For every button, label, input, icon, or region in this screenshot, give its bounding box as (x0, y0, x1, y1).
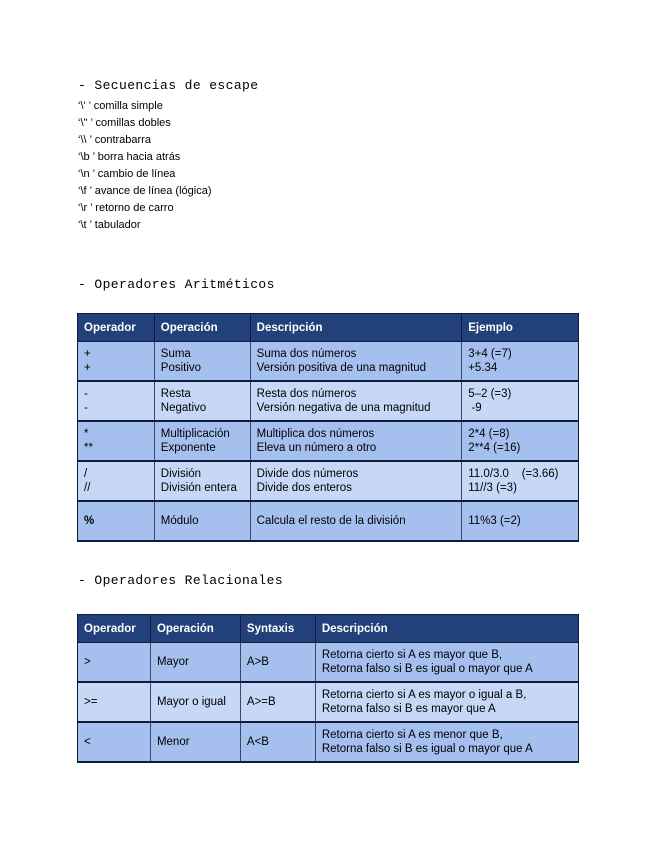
example-cell (462, 421, 579, 461)
operation-name: Negativo (160, 402, 207, 414)
operator-cell (78, 501, 155, 541)
table-row (78, 501, 579, 541)
operator-cell: < (78, 722, 151, 762)
description-cell (250, 381, 462, 421)
description-cell (250, 461, 462, 501)
description-cell (315, 682, 578, 722)
operation-name: Resta (160, 388, 191, 400)
operator-cell: >= (78, 682, 151, 722)
description-text: Resta dos números (256, 388, 357, 400)
example-text: 11//3 (=3) (468, 482, 517, 494)
description-text: Divide dos enteros (256, 482, 352, 494)
operator-cell (78, 381, 155, 421)
operator-symbol: + (84, 362, 91, 374)
description-cell (250, 421, 462, 461)
arithmetic-operators-table (77, 313, 579, 542)
table-row (78, 381, 579, 421)
list-item: ‘\" ’ comillas dobles (78, 117, 171, 129)
operator-symbol: % (84, 515, 95, 527)
description-text: Versión negativa de una magnitud (256, 402, 431, 414)
operator-symbol: * (84, 428, 89, 440)
table-header-row (78, 615, 579, 643)
description-text: Retorna cierto si A es mayor que B, (321, 649, 503, 661)
operation-name: Multiplicación (160, 428, 230, 440)
column-header: Syntaxis (240, 615, 315, 643)
description-text: Suma dos números (256, 348, 357, 360)
list-item: ‘\t ’ tabulador (78, 219, 141, 231)
arithmetic-operators-heading: - Operadores Aritméticos (78, 277, 275, 292)
description-text: Retorna cierto si A es menor que B, (321, 729, 503, 741)
operator-symbol: - (84, 388, 88, 400)
syntax-cell: A>=B (240, 682, 315, 722)
description-text: Retorna cierto si A es mayor o igual a B, (321, 689, 527, 701)
operation-name: División (160, 468, 202, 480)
description-text: Eleva un número a otro (256, 442, 377, 454)
description-text: Retorna falso si B es mayor que A (321, 703, 496, 715)
column-header: Descripción (315, 615, 578, 643)
example-cell (462, 342, 579, 382)
operator-symbol: - (84, 402, 88, 414)
syntax-cell: A>B (240, 643, 315, 683)
table-row (78, 682, 579, 722)
example-text: -9 (468, 402, 482, 414)
example-text: +5.34 (468, 362, 498, 374)
operation-name: Exponente (160, 442, 216, 454)
operation-name: División entera (160, 482, 237, 494)
operator-symbol: ** (84, 442, 93, 454)
column-header: Descripción (250, 314, 462, 342)
table-row (78, 461, 579, 501)
list-item: ‘\b ’ borra hacia atrás (78, 151, 181, 163)
column-header: Operación (154, 314, 250, 342)
list-item: ‘\n ’ cambio de línea (78, 168, 176, 180)
operation-name: Positivo (160, 362, 202, 374)
list-item: ‘\' ’ comilla simple (78, 100, 163, 112)
description-text: Divide dos números (256, 468, 359, 480)
operator-cell (78, 461, 155, 501)
relational-operators-table (77, 614, 579, 763)
operation-cell: Mayor (150, 643, 240, 683)
column-header: Operador (78, 615, 151, 643)
list-item: ‘\r ’ retorno de carro (78, 202, 174, 214)
operator-cell (78, 342, 155, 382)
operator-symbol: + (84, 348, 91, 360)
example-cell (462, 461, 579, 501)
table-row (78, 643, 579, 683)
example-text: 11%3 (=2) (468, 515, 521, 527)
table-row (78, 421, 579, 461)
operator-symbol: / (84, 468, 88, 480)
example-cell (462, 381, 579, 421)
description-cell (315, 722, 578, 762)
operation-cell (154, 461, 250, 501)
example-text: 2*4 (=8) (468, 428, 510, 440)
operation-cell (154, 381, 250, 421)
list-item: ‘\\ ’ contrabarra (78, 134, 151, 146)
description-text: Multiplica dos números (256, 428, 375, 440)
operation-name: Módulo (160, 515, 199, 527)
description-text: Retorna falso si B es igual o mayor que A (321, 743, 533, 755)
column-header: Operador (78, 314, 155, 342)
syntax-cell: A<B (240, 722, 315, 762)
table-row (78, 342, 579, 382)
description-cell (250, 342, 462, 382)
example-text: 3+4 (=7) (468, 348, 512, 360)
description-text: Calcula el resto de la división (256, 515, 406, 527)
list-item: ‘\f ’ avance de línea (lógica) (78, 185, 212, 197)
table-header-row (78, 314, 579, 342)
operator-symbol: // (84, 482, 91, 494)
operation-cell (154, 501, 250, 541)
column-header: Ejemplo (462, 314, 579, 342)
example-text: 5–2 (=3) (468, 388, 512, 400)
operator-cell (78, 421, 155, 461)
operation-cell: Mayor o igual (150, 682, 240, 722)
relational-operators-heading: - Operadores Relacionales (78, 573, 284, 588)
operation-cell: Menor (150, 722, 240, 762)
escape-sequences-list (78, 98, 212, 234)
operation-name: Suma (160, 348, 191, 360)
example-cell (462, 501, 579, 541)
example-text: 11.0/3.0 (=3.66) (468, 468, 559, 480)
description-text: Retorna falso si B es igual o mayor que A (321, 663, 533, 675)
operator-cell: > (78, 643, 151, 683)
example-text: 2**4 (=16) (468, 442, 521, 454)
table-row (78, 722, 579, 762)
description-text: Versión positiva de una magnitud (256, 362, 427, 374)
description-cell (250, 501, 462, 541)
description-cell (315, 643, 578, 683)
operation-cell (154, 342, 250, 382)
escape-sequences-heading: - Secuencias de escape (78, 78, 259, 93)
column-header: Operación (150, 615, 240, 643)
operation-cell (154, 421, 250, 461)
